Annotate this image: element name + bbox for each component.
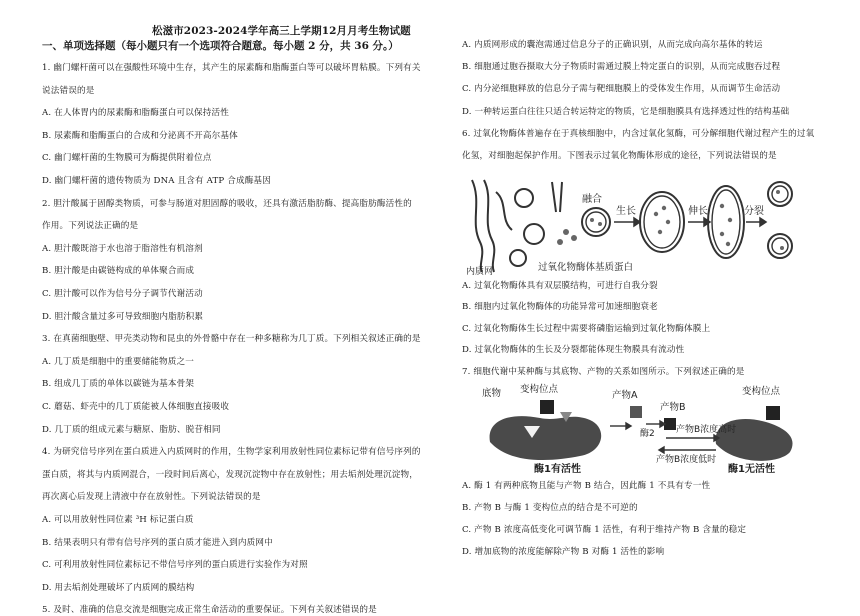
text-line: C. 胆汁酸可以作为信号分子调节代谢活动 xyxy=(42,289,203,299)
text-line: C. 过氧化物酶体生长过程中需要将磷脂运输到过氧化物酶体膜上 xyxy=(462,323,711,334)
text-line: D. 幽门螺杆菌的遗传物质为 DNA 且含有 ATP 合成酶基因 xyxy=(42,176,271,186)
text-line: B. 胆汁酸是由碳链构成的单体聚合而成 xyxy=(42,266,195,277)
section-heading: 一、单项选择题（每小题只有一个选项符合题意。每小题 2 分，共 36 分。） xyxy=(42,40,399,52)
text-line: 2. 胆汁酸属于固醇类物质，可参与肠道对胆固醇的吸收，还具有激活脂肪酶、提高脂肪酶活性的 xyxy=(42,198,412,209)
fig6-label-grow: 生长 xyxy=(616,206,636,217)
text-line: A. 酶 1 有两种底物且能与产物 B 结合，因此酶 1 不具有专一性 xyxy=(462,481,711,491)
text-line: 5. 及时、准确的信息交流是细胞完成正常生命活动的重要保证。下列有关叙述错误的是 xyxy=(42,605,377,616)
fig7-label-enzyme2: 酶2 xyxy=(640,429,655,439)
text-line: D. 胆汁酸含量过多可导致细胞内脂肪积累 xyxy=(42,311,204,322)
fig7-label-product-a: 产物A xyxy=(612,390,638,401)
fig6-label-extend: 伸长 xyxy=(688,206,708,217)
fig7-label-active: 酶1有活性 xyxy=(534,464,581,474)
text-line: A. 内质网形成的囊泡需通过信息分子的正确识别，从而完成向高尔基体的转运 xyxy=(462,40,763,50)
text-line: C. 蘑菇、虾壳中的几丁质能被人体细胞直接吸收 xyxy=(42,402,230,412)
text-line: D. 增加底物的浓度能解除产物 B 对酶 1 活性的影响 xyxy=(462,547,665,557)
text-line: B. 细胞通过胞吞摄取大分子物质时需通过膜上特定蛋白的识别，从而完成胞吞过程 xyxy=(462,62,781,73)
text-line: C. 可利用放射性同位素标记不带信号序列的蛋白质进行实验作为对照 xyxy=(42,560,308,571)
fig7-label-low: 产物B浓度低时 xyxy=(656,455,717,465)
text-line: 7. 细胞代谢中某种酶与其底物、产物的关系如图所示。下列叙述正确的是 xyxy=(462,366,745,377)
text-line: D. 一种转运蛋白往往只适合转运特定的物质，它是细胞膜具有选择透过性的结构基础 xyxy=(462,106,790,117)
text-line: B. 组成几丁质的单体以碳链为基本骨架 xyxy=(42,379,195,390)
fig7-label-allosteric-right: 变构位点 xyxy=(742,386,781,397)
text-line: C. 产物 B 浓度高低变化可调节酶 1 活性，有利于维持产物 B 含量的稳定 xyxy=(462,525,747,535)
text-line: 化氢，对细胞起保护作用。下图表示过氧化物酶体形成的途径，下列说法错误的是 xyxy=(462,151,777,161)
fig6-label-split: 分裂 xyxy=(744,206,764,217)
text-line: A. 过氧化物酶体具有双层膜结构，可进行自我分裂 xyxy=(462,281,658,291)
enzyme-figure xyxy=(480,382,810,474)
peroxisome-figure xyxy=(464,172,804,276)
text-line: A. 胆汁酸既溶于水也溶于脂溶性有机溶剂 xyxy=(42,243,203,254)
fig6-label-fuse: 融合 xyxy=(582,194,602,205)
text-line: 作用。下列说法正确的是 xyxy=(42,221,139,232)
text-line: D. 过氧化物酶体的生长及分裂都能体现生物膜具有流动性 xyxy=(462,345,685,356)
fig7-label-inactive: 酶1无活性 xyxy=(728,464,775,474)
text-line: B. 尿素酶和脂酶蛋白的合成和分泌离不开高尔基体 xyxy=(42,130,238,141)
text-line: A. 几丁质是细胞中的重要储能物质之一 xyxy=(42,356,195,367)
fig6-label-er: 内质网 xyxy=(466,267,494,276)
fig6-label-matrix: 过氧化物酶体基质蛋白 xyxy=(538,262,634,273)
text-line: 6. 过氧化物酶体普遍存在于真核细胞中，内含过氧化氢酶，可分解细胞代谢过程产生的过氧 xyxy=(462,128,815,139)
text-line: B. 产物 B 与酶 1 变构位点的结合是不可逆的 xyxy=(462,503,638,513)
text-line: 说法错误的是 xyxy=(42,85,95,96)
fig7-label-allosteric-left: 变构位点 xyxy=(520,384,559,395)
text-line: 4. 为研究信号序列在蛋白质进入内质网时的作用，生物学家利用放射性同位素标记带有信号序列的 xyxy=(42,447,421,458)
fig7-label-substrate: 底物 xyxy=(482,388,502,399)
text-line: C. 内分泌细胞释放的信息分子需与靶细胞膜上的受体发生作用，从而调节生命活动 xyxy=(462,84,781,95)
text-line: A. 可以用放射性同位素 ³H 标记蛋白质 xyxy=(42,515,194,525)
text-line: B. 细胞内过氧化物酶体的功能异常可加速细胞衰老 xyxy=(462,302,658,313)
text-line: 1. 幽门螺杆菌可以在强酸性环境中生存，其产生的尿素酶和脂酶蛋白等可以破坏胃粘膜。下列有关 xyxy=(42,63,421,73)
exam-title: 松滋市2023-2024学年高三上学期12月月考生物试题 xyxy=(152,25,411,37)
text-line: A. 在人体胃内的尿素酶和脂酶蛋白可以保持活性 xyxy=(42,108,229,119)
text-line: D. 用去垢剂处理破坏了内质网的膜结构 xyxy=(42,582,195,593)
fig7-label-high: 产物B浓度高时 xyxy=(676,425,737,435)
text-line: 蛋白质，将其与内质网混合，一段时间后离心，发现沉淀物中存在放射性；用去垢剂处理沉淀物， xyxy=(42,469,418,480)
text-line: C. 幽门螺杆菌的生物膜可为酶提供附着位点 xyxy=(42,153,212,164)
fig7-label-product-b: 产物B xyxy=(660,402,686,413)
text-line: 3. 在真菌细胞壁、甲壳类动物和昆虫的外骨骼中存在一种多糖称为几丁质。下列相关叙述正确的是 xyxy=(42,334,421,345)
text-line: 再次离心后发现上清液中存在放射性。下列说法错误的是 xyxy=(42,492,261,503)
text-line: B. 结果表明只有带有信号序列的蛋白质才能进入到内质网中 xyxy=(42,537,273,548)
text-line: D. 几丁质的组成元素与糖原、脂肪、脱苷相同 xyxy=(42,424,221,435)
